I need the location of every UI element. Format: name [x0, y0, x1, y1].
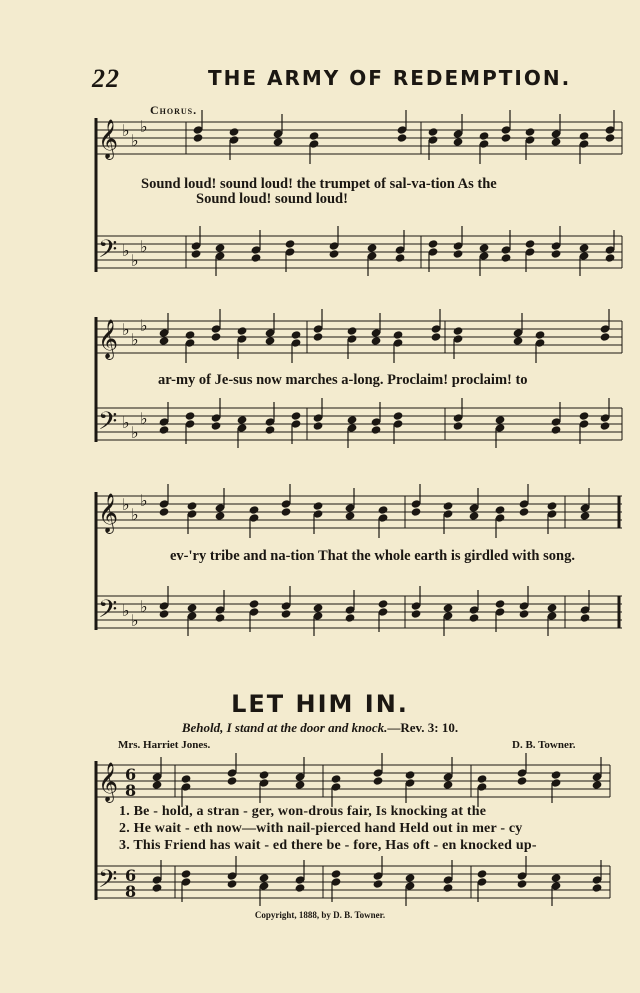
svg-text:♭: ♭ — [122, 241, 130, 260]
note-head — [580, 504, 590, 512]
note-head — [309, 140, 319, 148]
note-head — [259, 779, 269, 787]
note-head — [281, 500, 291, 508]
note-head — [469, 504, 479, 512]
note-head — [605, 126, 615, 134]
note-head — [397, 126, 407, 134]
note-head — [265, 329, 275, 337]
note-head — [405, 771, 415, 779]
note-head — [411, 602, 421, 610]
note-head — [237, 424, 247, 432]
note-head — [579, 252, 589, 260]
note-head — [371, 337, 381, 345]
note-head — [373, 769, 383, 777]
note-head — [331, 783, 341, 791]
note-head — [551, 779, 561, 787]
note-head — [411, 610, 421, 618]
note-head — [428, 136, 438, 144]
note-head — [580, 614, 590, 622]
note-head — [551, 874, 561, 882]
note-head — [525, 128, 535, 136]
note-head — [495, 424, 505, 432]
bass-clef-icon: 𝄢 — [98, 865, 118, 900]
note-head — [291, 420, 301, 428]
note-head — [547, 604, 557, 612]
note-head — [159, 602, 169, 610]
note-head — [519, 602, 529, 610]
note-head — [378, 506, 388, 514]
treble-clef-icon: 𝄞 — [98, 119, 119, 159]
note-head — [227, 777, 237, 785]
note-head — [313, 510, 323, 518]
note-head — [397, 134, 407, 142]
note-head — [517, 872, 527, 880]
scripture-text: Behold, I stand at the door and knock. — [181, 720, 388, 735]
note-head — [592, 884, 602, 892]
note-head — [191, 242, 201, 250]
lyricist: Mrs. Harriet Jones. — [118, 739, 211, 751]
note-head — [579, 244, 589, 252]
note-head — [185, 412, 195, 420]
note-head — [551, 771, 561, 779]
verse-3-line: 3. This Friend has wait - ed there be - fore, Has oft - en knocked up- — [119, 838, 537, 853]
note-head — [347, 424, 357, 432]
note-head — [469, 606, 479, 614]
svg-text:♭: ♭ — [122, 601, 130, 620]
note-head — [579, 132, 589, 140]
note-head — [411, 508, 421, 516]
svg-text:♭: ♭ — [140, 409, 148, 428]
note-head — [373, 872, 383, 880]
note-head — [453, 422, 463, 430]
note-head — [592, 781, 602, 789]
note-head — [249, 506, 259, 514]
note-head — [237, 335, 247, 343]
note-head — [547, 502, 557, 510]
note-head — [249, 600, 259, 608]
note-head — [378, 608, 388, 616]
note-head — [181, 775, 191, 783]
note-head — [345, 614, 355, 622]
note-head — [215, 504, 225, 512]
chorus-label: Chorus. — [150, 103, 198, 117]
note-head — [313, 612, 323, 620]
note-head — [181, 870, 191, 878]
note-head — [259, 882, 269, 890]
note-head — [345, 606, 355, 614]
note-head — [187, 604, 197, 612]
note-head — [193, 134, 203, 142]
note-head — [193, 126, 203, 134]
staff-system-3-bass — [96, 596, 622, 628]
note-head — [371, 329, 381, 337]
note-head — [517, 769, 527, 777]
page-number: 22 — [92, 64, 120, 93]
note-head — [249, 608, 259, 616]
note-head — [443, 612, 453, 620]
note-head — [551, 426, 561, 434]
staff-system-1-bass — [96, 236, 622, 268]
svg-text:♭: ♭ — [140, 597, 148, 616]
staff-system-2-bass — [96, 408, 622, 440]
svg-text:♭: ♭ — [122, 320, 130, 339]
note-head — [551, 138, 561, 146]
note-head — [477, 878, 487, 886]
note-head — [273, 138, 283, 146]
svg-text:♭: ♭ — [131, 131, 139, 150]
note-head — [152, 876, 162, 884]
note-head — [525, 136, 535, 144]
note-head — [378, 600, 388, 608]
note-head — [313, 325, 323, 333]
bass-clef-icon: 𝄢 — [98, 235, 118, 270]
note-head — [535, 331, 545, 339]
note-head — [211, 422, 221, 430]
note-head — [152, 884, 162, 892]
note-head — [495, 608, 505, 616]
svg-text:♭: ♭ — [131, 423, 139, 442]
note-head — [345, 512, 355, 520]
note-head — [211, 325, 221, 333]
note-head — [187, 502, 197, 510]
staff-system-1-treble — [96, 118, 622, 272]
note-head — [313, 422, 323, 430]
note-head — [469, 614, 479, 622]
hymn-title: LET HIM IN. — [231, 690, 409, 718]
note-head — [477, 775, 487, 783]
note-head — [331, 878, 341, 886]
chorus-lyric-line-2: ar-my of Je-sus now marches a-long. Proclaim! proclaim! to — [158, 372, 528, 388]
note-head — [605, 254, 615, 262]
note-head — [347, 335, 357, 343]
note-head — [281, 602, 291, 610]
note-head — [600, 325, 610, 333]
note-head — [469, 512, 479, 520]
note-head — [295, 884, 305, 892]
chorus-lyric-line-1a: Sound loud! sound loud! the trumpet of sal-va-tion As the — [141, 176, 497, 192]
note-head — [313, 604, 323, 612]
scripture-reference: —Rev. 3: 10. — [387, 720, 459, 735]
verse-2-line: 2. He wait - eth now—with nail-pierced hand Held out in mer - cy — [119, 821, 523, 836]
svg-text:8: 8 — [125, 882, 137, 901]
note-head — [249, 514, 259, 522]
note-head — [152, 773, 162, 781]
note-head — [513, 337, 523, 345]
note-head — [373, 880, 383, 888]
note-head — [371, 426, 381, 434]
note-head — [265, 418, 275, 426]
note-head — [428, 248, 438, 256]
note-head — [185, 420, 195, 428]
note-head — [495, 600, 505, 608]
note-head — [411, 500, 421, 508]
note-head — [259, 771, 269, 779]
note-head — [525, 240, 535, 248]
note-head — [211, 333, 221, 341]
note-head — [600, 422, 610, 430]
note-head — [331, 870, 341, 878]
note-head — [443, 773, 453, 781]
note-head — [517, 777, 527, 785]
note-head — [580, 512, 590, 520]
note-head — [215, 614, 225, 622]
note-head — [501, 254, 511, 262]
note-head — [215, 512, 225, 520]
verse-1-line: 1. Be - hold, a stran - ger, won-drous fair, Is knocking at the — [119, 804, 487, 819]
note-head — [159, 337, 169, 345]
note-head — [211, 414, 221, 422]
svg-text:♭: ♭ — [122, 121, 130, 140]
running-title: THE ARMY OF REDEMPTION. — [208, 66, 572, 90]
treble-clef-icon: 𝄞 — [98, 319, 119, 359]
note-head — [405, 874, 415, 882]
note-head — [345, 504, 355, 512]
note-head — [295, 773, 305, 781]
note-head — [525, 248, 535, 256]
note-head — [227, 769, 237, 777]
note-head — [535, 339, 545, 347]
note-head — [592, 773, 602, 781]
note-head — [367, 252, 377, 260]
note-head — [215, 606, 225, 614]
note-head — [313, 502, 323, 510]
bass-clef-icon: 𝄢 — [98, 595, 118, 630]
note-head — [237, 416, 247, 424]
note-head — [501, 246, 511, 254]
note-head — [495, 416, 505, 424]
note-head — [551, 242, 561, 250]
note-head — [281, 610, 291, 618]
note-head — [405, 882, 415, 890]
note-head — [580, 606, 590, 614]
note-head — [501, 134, 511, 142]
treble-clef-icon: 𝄞 — [98, 493, 119, 533]
note-head — [443, 510, 453, 518]
staff-hymn-bass — [96, 866, 610, 898]
note-head — [373, 777, 383, 785]
note-head — [405, 779, 415, 787]
note-head — [181, 878, 191, 886]
note-head — [159, 500, 169, 508]
note-head — [191, 250, 201, 258]
note-head — [551, 882, 561, 890]
note-head — [159, 426, 169, 434]
note-head — [453, 414, 463, 422]
note-head — [265, 426, 275, 434]
note-head — [477, 870, 487, 878]
note-head — [453, 130, 463, 138]
note-head — [185, 339, 195, 347]
note-head — [393, 339, 403, 347]
svg-text:6: 6 — [125, 765, 137, 784]
svg-text:6: 6 — [125, 866, 137, 885]
note-head — [517, 880, 527, 888]
note-head — [285, 240, 295, 248]
svg-text:♭: ♭ — [140, 237, 148, 256]
note-head — [551, 418, 561, 426]
note-head — [393, 331, 403, 339]
note-head — [431, 325, 441, 333]
note-head — [453, 335, 463, 343]
note-head — [443, 876, 453, 884]
note-head — [313, 414, 323, 422]
note-head — [347, 327, 357, 335]
note-head — [229, 128, 239, 136]
note-head — [281, 508, 291, 516]
note-head — [547, 612, 557, 620]
note-head — [227, 872, 237, 880]
note-head — [291, 412, 301, 420]
note-head — [285, 248, 295, 256]
svg-text:♭: ♭ — [122, 413, 130, 432]
note-head — [291, 339, 301, 347]
svg-text:♭: ♭ — [140, 491, 148, 510]
note-head — [519, 508, 529, 516]
note-head — [600, 414, 610, 422]
svg-text:♭: ♭ — [122, 495, 130, 514]
note-head — [479, 244, 489, 252]
note-head — [393, 420, 403, 428]
copyright-notice: Copyright, 1888, by D. B. Towner. — [254, 910, 386, 920]
svg-text:♭: ♭ — [140, 117, 148, 136]
note-head — [605, 246, 615, 254]
note-head — [229, 136, 239, 144]
note-head — [453, 250, 463, 258]
note-head — [371, 418, 381, 426]
note-head — [378, 514, 388, 522]
note-head — [259, 874, 269, 882]
note-head — [215, 244, 225, 252]
note-head — [479, 140, 489, 148]
note-head — [185, 331, 195, 339]
scripture-epigraph — [0, 720, 640, 736]
note-head — [251, 246, 261, 254]
note-head — [428, 240, 438, 248]
note-head — [227, 880, 237, 888]
note-head — [295, 876, 305, 884]
svg-text:♭: ♭ — [131, 251, 139, 270]
note-head — [453, 138, 463, 146]
chorus-lyric-line-3: ev-'ry tribe and na-tion That the whole earth is girdled with song. — [170, 548, 575, 564]
svg-text:♭: ♭ — [131, 505, 139, 524]
note-head — [159, 329, 169, 337]
note-head — [519, 610, 529, 618]
note-head — [329, 242, 339, 250]
note-head — [592, 876, 602, 884]
note-head — [605, 134, 615, 142]
note-head — [181, 783, 191, 791]
note-head — [453, 242, 463, 250]
note-head — [479, 132, 489, 140]
note-head — [547, 510, 557, 518]
note-head — [215, 252, 225, 260]
note-head — [313, 333, 323, 341]
note-head — [513, 329, 523, 337]
note-head — [251, 254, 261, 262]
note-head — [309, 132, 319, 140]
note-head — [159, 610, 169, 618]
svg-text:♭: ♭ — [131, 330, 139, 349]
note-head — [579, 412, 589, 420]
composer: D. B. Towner. — [512, 739, 576, 751]
note-head — [501, 126, 511, 134]
note-head — [395, 246, 405, 254]
note-head — [291, 331, 301, 339]
note-head — [367, 244, 377, 252]
note-head — [443, 502, 453, 510]
svg-text:♭: ♭ — [131, 611, 139, 630]
note-head — [331, 775, 341, 783]
note-head — [237, 327, 247, 335]
note-head — [579, 140, 589, 148]
note-head — [579, 420, 589, 428]
chorus-lyric-line-1b: Sound loud! sound loud! — [196, 191, 348, 207]
note-head — [495, 514, 505, 522]
note-head — [347, 416, 357, 424]
note-head — [479, 252, 489, 260]
note-head — [395, 254, 405, 262]
key-signature-flats — [122, 117, 148, 630]
note-head — [273, 130, 283, 138]
svg-text:8: 8 — [125, 781, 137, 800]
note-head — [329, 250, 339, 258]
note-head — [159, 508, 169, 516]
note-head — [453, 327, 463, 335]
note-head — [295, 781, 305, 789]
note-head — [393, 412, 403, 420]
note-head — [159, 418, 169, 426]
note-head — [551, 130, 561, 138]
note-head — [428, 128, 438, 136]
note-head — [443, 781, 453, 789]
bass-clef-icon: 𝄢 — [98, 407, 118, 442]
note-head — [443, 604, 453, 612]
note-head — [187, 612, 197, 620]
note-head — [551, 250, 561, 258]
note-head — [443, 884, 453, 892]
note-head — [187, 510, 197, 518]
note-head — [265, 337, 275, 345]
note-head — [600, 333, 610, 341]
note-head — [519, 500, 529, 508]
note-head — [431, 333, 441, 341]
note-head — [152, 781, 162, 789]
svg-text:♭: ♭ — [140, 316, 148, 335]
note-head — [495, 506, 505, 514]
treble-clef-icon: 𝄞 — [98, 762, 119, 802]
note-head — [477, 783, 487, 791]
